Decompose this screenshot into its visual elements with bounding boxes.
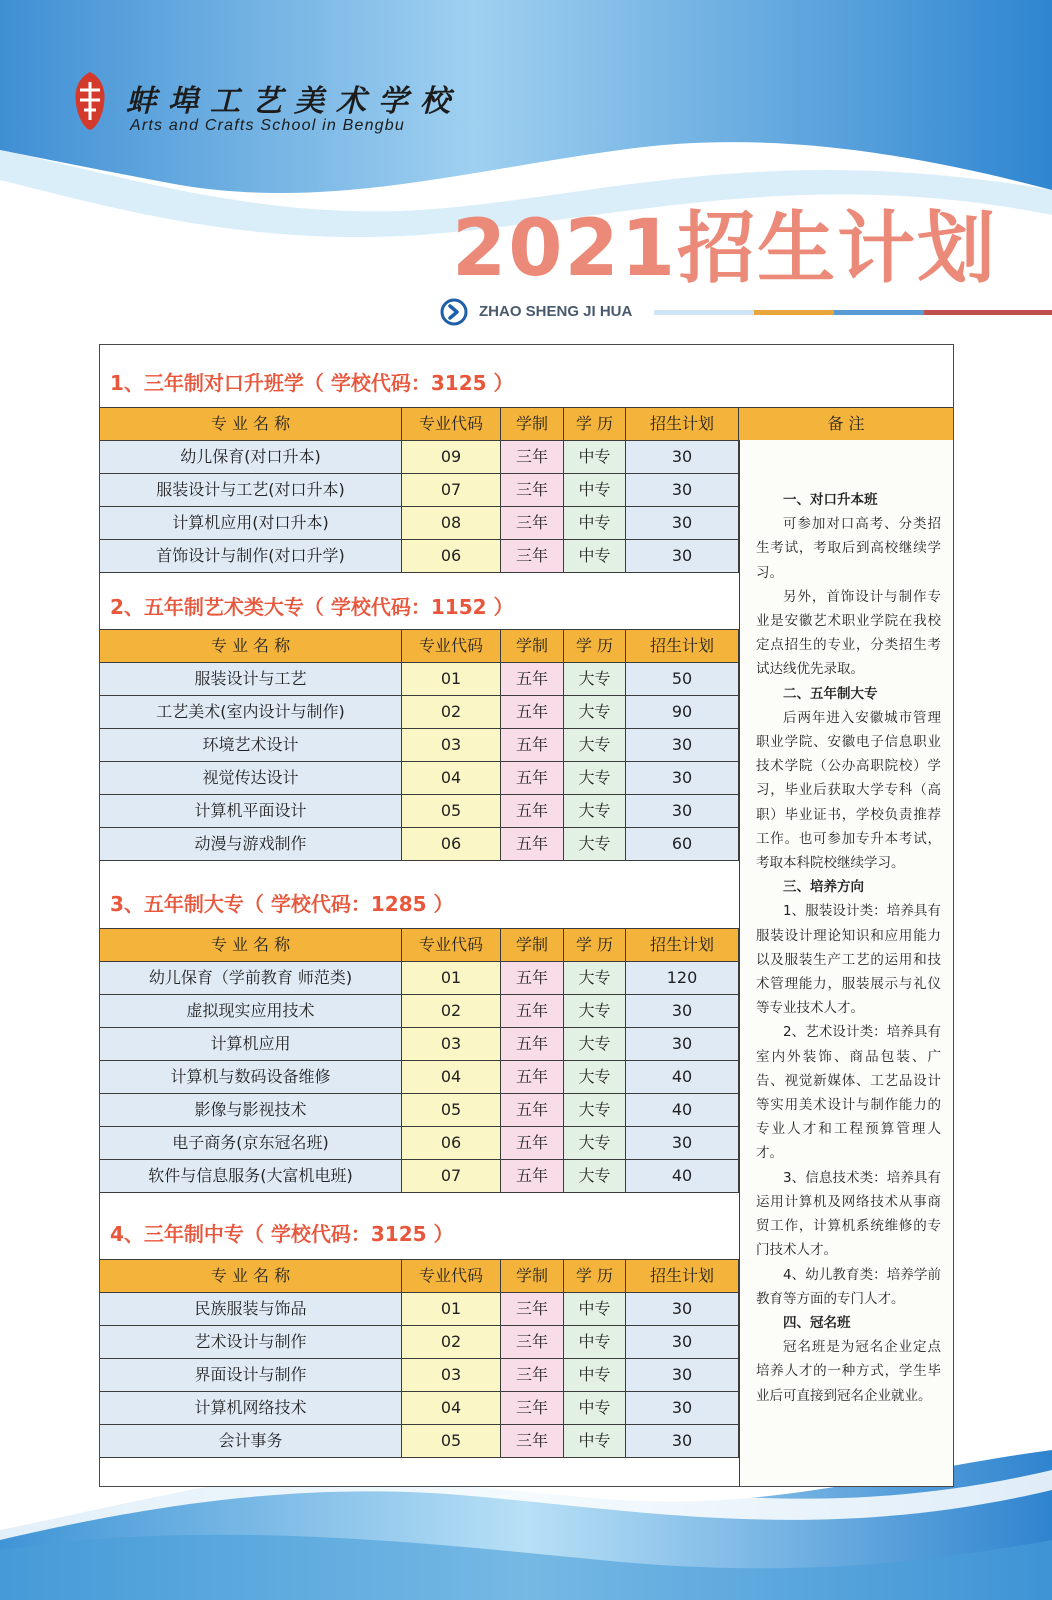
col-education-header: 学 历 (564, 408, 626, 441)
major-code: 06 (402, 828, 501, 861)
major-code: 04 (402, 1061, 501, 1094)
duration: 五年 (501, 995, 564, 1028)
major-name: 计算机平面设计 (100, 795, 402, 828)
col-duration-header: 学制 (501, 1260, 564, 1293)
major-name: 视觉传达设计 (100, 762, 402, 795)
col-code-header: 专业代码 (402, 1260, 501, 1293)
major-code: 02 (402, 1326, 501, 1359)
duration: 五年 (501, 795, 564, 828)
education: 大专 (564, 663, 626, 696)
education: 大专 (564, 1160, 626, 1193)
col-duration-header: 学制 (501, 630, 564, 663)
major-code: 01 (402, 962, 501, 995)
major-name: 工艺美术(室内设计与制作) (100, 696, 402, 729)
duration: 五年 (501, 1127, 564, 1160)
education: 大专 (564, 762, 626, 795)
plan-count: 30 (626, 507, 739, 540)
enrollment-plan-panel (99, 344, 954, 1487)
major-code: 04 (402, 1392, 501, 1425)
section-title: 4、三年制中专（ 学校代码：3125 ） (110, 1222, 454, 1246)
col-code-header: 专业代码 (402, 929, 501, 962)
duration: 三年 (501, 1326, 564, 1359)
education: 大专 (564, 1094, 626, 1127)
duration: 五年 (501, 1094, 564, 1127)
stripe-orange (754, 310, 834, 315)
major-code: 07 (402, 474, 501, 507)
stripe-light (654, 310, 754, 315)
plan-count: 30 (626, 1392, 739, 1425)
education: 大专 (564, 995, 626, 1028)
duration: 三年 (501, 441, 564, 474)
education: 大专 (564, 696, 626, 729)
plan-count: 30 (626, 441, 739, 474)
major-code: 05 (402, 1094, 501, 1127)
remark-heading: 一、对口升本班 (783, 492, 878, 508)
plan-count: 30 (626, 1293, 739, 1326)
major-code: 09 (402, 441, 501, 474)
remark-paragraph: 4、幼儿教育类：培养学前教育等方面的专门人才。 (756, 1266, 941, 1307)
plan-count: 30 (626, 762, 739, 795)
col-plan-header: 招生计划 (626, 408, 739, 441)
major-name: 计算机应用 (100, 1028, 402, 1061)
page-title: 2021招生计划 (452, 204, 998, 294)
major-name: 幼儿保育（学前教育 师范类) (100, 962, 402, 995)
duration: 五年 (501, 696, 564, 729)
plan-count: 30 (626, 474, 739, 507)
education: 中专 (564, 1293, 626, 1326)
plan-count: 40 (626, 1160, 739, 1193)
plan-count: 30 (626, 1326, 739, 1359)
education: 中专 (564, 507, 626, 540)
major-name: 计算机应用(对口升本) (100, 507, 402, 540)
major-name: 会计事务 (100, 1425, 402, 1458)
stripe-red (924, 310, 1052, 315)
plan-count: 30 (626, 1028, 739, 1061)
education: 中专 (564, 441, 626, 474)
remark-heading: 四、冠名班 (783, 1314, 851, 1331)
duration: 五年 (501, 729, 564, 762)
plan-count: 30 (626, 795, 739, 828)
major-name: 软件与信息服务(大富机电班) (100, 1160, 402, 1193)
major-code: 01 (402, 663, 501, 696)
col-plan-header: 招生计划 (626, 1260, 739, 1293)
duration: 五年 (501, 762, 564, 795)
duration: 五年 (501, 1160, 564, 1193)
major-code: 07 (402, 1160, 501, 1193)
section-title: 1、三年制对口升班学（ 学校代码：3125 ） (110, 371, 514, 395)
major-name: 影像与影视技术 (100, 1094, 402, 1127)
major-code: 02 (402, 995, 501, 1028)
major-name: 计算机网络技术 (100, 1392, 402, 1425)
decorative-stripes (654, 310, 1052, 315)
duration: 三年 (501, 1392, 564, 1425)
remark-paragraph: 可参加对口高考、分类招生考试，考取后到高校继续学习。 (756, 516, 941, 581)
education: 中专 (564, 1392, 626, 1425)
duration: 三年 (501, 1359, 564, 1392)
duration: 三年 (501, 1425, 564, 1458)
education: 中专 (564, 540, 626, 573)
major-code: 05 (402, 1425, 501, 1458)
education: 大专 (564, 828, 626, 861)
school-logo (70, 70, 110, 132)
school-name-cn: 蚌埠工艺美术学校 (126, 84, 462, 119)
duration: 五年 (501, 828, 564, 861)
duration: 三年 (501, 1293, 564, 1326)
plan-count: 30 (626, 1359, 739, 1392)
remark-paragraph: 另外，首饰设计与制作专业是安徽艺术职业学院在我校定点招生的专业，分类招生考试达线优先录取。 (756, 588, 941, 678)
major-name: 计算机与数码设备维修 (100, 1061, 402, 1094)
remark-heading: 三、培养方向 (783, 879, 864, 896)
education: 大专 (564, 962, 626, 995)
col-plan-header: 招生计划 (626, 630, 739, 663)
major-code: 06 (402, 1127, 501, 1160)
duration: 五年 (501, 663, 564, 696)
major-name: 服装设计与工艺 (100, 663, 402, 696)
major-name: 界面设计与制作 (100, 1359, 402, 1392)
col-duration-header: 学制 (501, 929, 564, 962)
major-name: 首饰设计与制作(对口升学) (100, 540, 402, 573)
remark-paragraph: 后两年进入安徽城市管理职业学院、安徽电子信息职业技术学院（公办高职院校）学习，毕业后获取大学专科（高职）毕业证书，学校负责推荐工作。也可参加专升本考试，考取本科院校继续学习。 (756, 709, 941, 872)
remarks-column (739, 440, 953, 1486)
duration: 三年 (501, 540, 564, 573)
major-name: 服装设计与工艺(对口升本) (100, 474, 402, 507)
col-education-header: 学 历 (564, 1260, 626, 1293)
education: 中专 (564, 1425, 626, 1458)
remark-heading: 二、五年制大专 (783, 685, 878, 702)
duration: 五年 (501, 962, 564, 995)
plan-count: 60 (626, 828, 739, 861)
col-name-header: 专 业 名 称 (100, 630, 402, 663)
plan-count: 30 (626, 995, 739, 1028)
education: 大专 (564, 1028, 626, 1061)
major-name: 虚拟现实应用技术 (100, 995, 402, 1028)
stripe-blue (834, 310, 924, 315)
duration: 三年 (501, 474, 564, 507)
plan-count: 30 (626, 729, 739, 762)
plan-count: 40 (626, 1094, 739, 1127)
remark-paragraph: 冠名班是为冠名企业定点培养人才的一种方式，学生毕业后可直接到冠名企业就业。 (756, 1339, 941, 1404)
major-code: 02 (402, 696, 501, 729)
col-code-header: 专业代码 (402, 408, 501, 441)
remark-paragraph: 3、信息技术类：培养具有运用计算机及网络技术从事商贸工作，计算机系统维修的专门技术人才。 (756, 1169, 941, 1259)
plan-count: 50 (626, 663, 739, 696)
major-name: 电子商务(京东冠名班) (100, 1127, 402, 1160)
education: 中专 (564, 1359, 626, 1392)
col-note-header: 备 注 (739, 408, 953, 441)
plan-count: 120 (626, 962, 739, 995)
major-code: 04 (402, 762, 501, 795)
col-plan-header: 招生计划 (626, 929, 739, 962)
education: 大专 (564, 1127, 626, 1160)
major-name: 动漫与游戏制作 (100, 828, 402, 861)
plan-count: 30 (626, 1425, 739, 1458)
col-name-header: 专 业 名 称 (100, 1260, 402, 1293)
col-duration-header: 学制 (501, 408, 564, 441)
major-code: 01 (402, 1293, 501, 1326)
major-code: 03 (402, 1028, 501, 1061)
section-title: 3、五年制大专（ 学校代码：1285 ） (110, 892, 454, 916)
major-code: 03 (402, 729, 501, 762)
major-name: 艺术设计与制作 (100, 1326, 402, 1359)
remark-paragraph: 1、服装设计类：培养具有服装设计理论知识和应用能力以及服装生产工艺的运用和技术管理能力，服装展示与礼仪等专业技术人才。 (756, 903, 941, 1017)
col-name-header: 专 业 名 称 (100, 408, 402, 441)
section-title: 2、五年制艺术类大专（ 学校代码：1152 ） (110, 595, 514, 619)
duration: 五年 (501, 1061, 564, 1094)
plan-count: 90 (626, 696, 739, 729)
plan-count: 30 (626, 1127, 739, 1160)
duration: 五年 (501, 1028, 564, 1061)
arrow-circle-icon (440, 298, 468, 326)
page-subtitle: ZHAO SHENG JI HUA (479, 303, 633, 320)
col-name-header: 专 业 名 称 (100, 929, 402, 962)
education: 中专 (564, 474, 626, 507)
education: 中专 (564, 1326, 626, 1359)
major-name: 幼儿保育(对口升本) (100, 441, 402, 474)
plan-count: 30 (626, 540, 739, 573)
duration: 三年 (501, 507, 564, 540)
col-education-header: 学 历 (564, 630, 626, 663)
major-code: 03 (402, 1359, 501, 1392)
col-education-header: 学 历 (564, 929, 626, 962)
major-code: 06 (402, 540, 501, 573)
remark-paragraph: 2、艺术设计类：培养具有室内外装饰、商品包装、广告、视觉新媒体、工艺品设计等实用美术设计与制作能力的专业人才和工程预算管理人才。 (756, 1024, 941, 1162)
education: 大专 (564, 1061, 626, 1094)
school-name-en: Arts and Crafts School in Bengbu (130, 117, 405, 134)
major-code: 08 (402, 507, 501, 540)
education: 大专 (564, 729, 626, 762)
education: 大专 (564, 795, 626, 828)
plan-count: 40 (626, 1061, 739, 1094)
col-code-header: 专业代码 (402, 630, 501, 663)
major-name: 民族服装与饰品 (100, 1293, 402, 1326)
major-name: 环境艺术设计 (100, 729, 402, 762)
major-code: 05 (402, 795, 501, 828)
